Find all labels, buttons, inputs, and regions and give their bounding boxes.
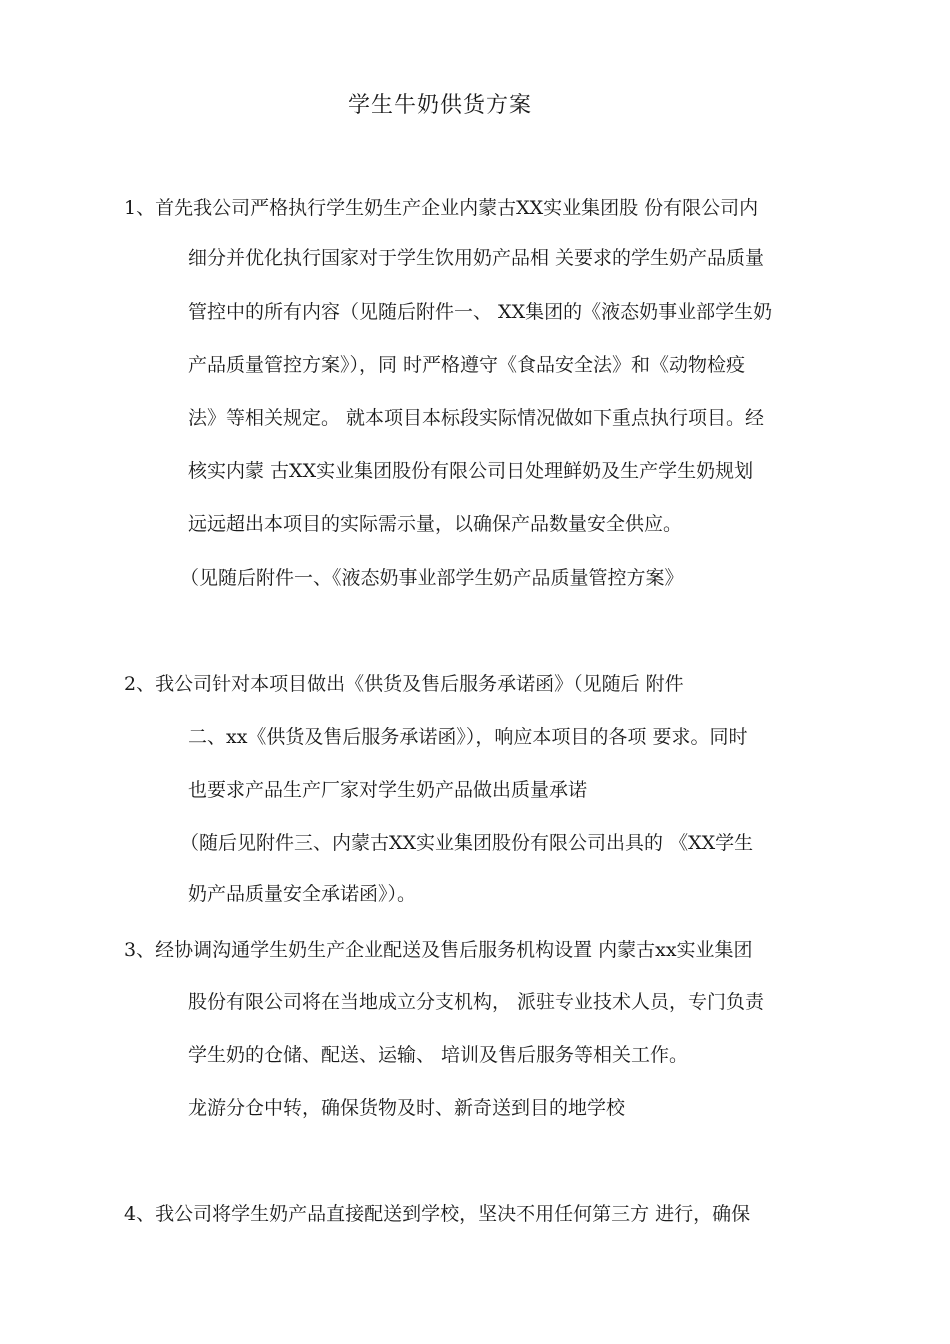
section-2-line-4: （随后见附件三、内蒙古XX实业集团股份有限公司出具的 《XX学生 <box>180 832 754 854</box>
section-3-line-1: 3、经协调沟通学生奶生产企业配送及售后服务机构设置 内蒙古xx实业集团 <box>124 939 753 961</box>
section-1-line-6: 核实内蒙 古XX实业集团股份有限公司日处理鲜奶及生产学生奶规划 <box>188 460 754 482</box>
section-3-line-3: 学生奶的仓储、配送、运输、 培训及售后服务等相关工作。 <box>188 1044 689 1066</box>
section-3-line-4: 龙游分仓中转，确保货物及时、新奇送到目的地学校 <box>188 1097 626 1119</box>
section-1-line-2: 细分并优化执行国家对于学生饮用奶产品相 关要求的学生奶产品质量 <box>188 247 765 269</box>
section-2-line-5: 奶产品质量安全承诺函》）。 <box>188 883 417 905</box>
section-2-line-2: 二、xx《供货及售后服务承诺函》），响应本项目的各项 要求。同时 <box>188 726 748 748</box>
section-1-line-3: 管控中的所有内容（见随后附件一、 XX集团的《液态奶事业部学生奶 <box>188 301 773 323</box>
section-1-line-1: 1、首先我公司严格执行学生奶生产企业内蒙古XX实业集团股 份有限公司内 <box>124 197 759 219</box>
section-1-line-8: （见随后附件一、《液态奶事业部学生奶产品质量管控方案》 <box>180 567 684 589</box>
section-1-line-7: 远远超出本项目的实际需示量，以确保产品数量安全供应。 <box>188 513 683 535</box>
section-2-line-3: 也要求产品生产厂家对学生奶产品做出质量承诺 <box>188 779 588 801</box>
section-2-line-1: 2、我公司针对本项目做出《供货及售后服务承诺函》（见随后 附件 <box>124 673 684 695</box>
section-4-line-1: 4、我公司将学生奶产品直接配送到学校，坚决不用任何第三方 进行，确保 <box>124 1203 751 1225</box>
section-1-line-5: 法》等相关规定。 就本项目本标段实际情况做如下重点执行项目。经 <box>188 407 765 429</box>
section-3-line-2: 股份有限公司将在当地成立分支机构， 派驻专业技术人员，专门负责 <box>188 991 765 1013</box>
section-1-line-4: 产品质量管控方案》），同 时严格遵守《食品安全法》和《动物检疫 <box>188 354 746 376</box>
document-title: 学生牛奶供货方案 <box>347 93 532 118</box>
